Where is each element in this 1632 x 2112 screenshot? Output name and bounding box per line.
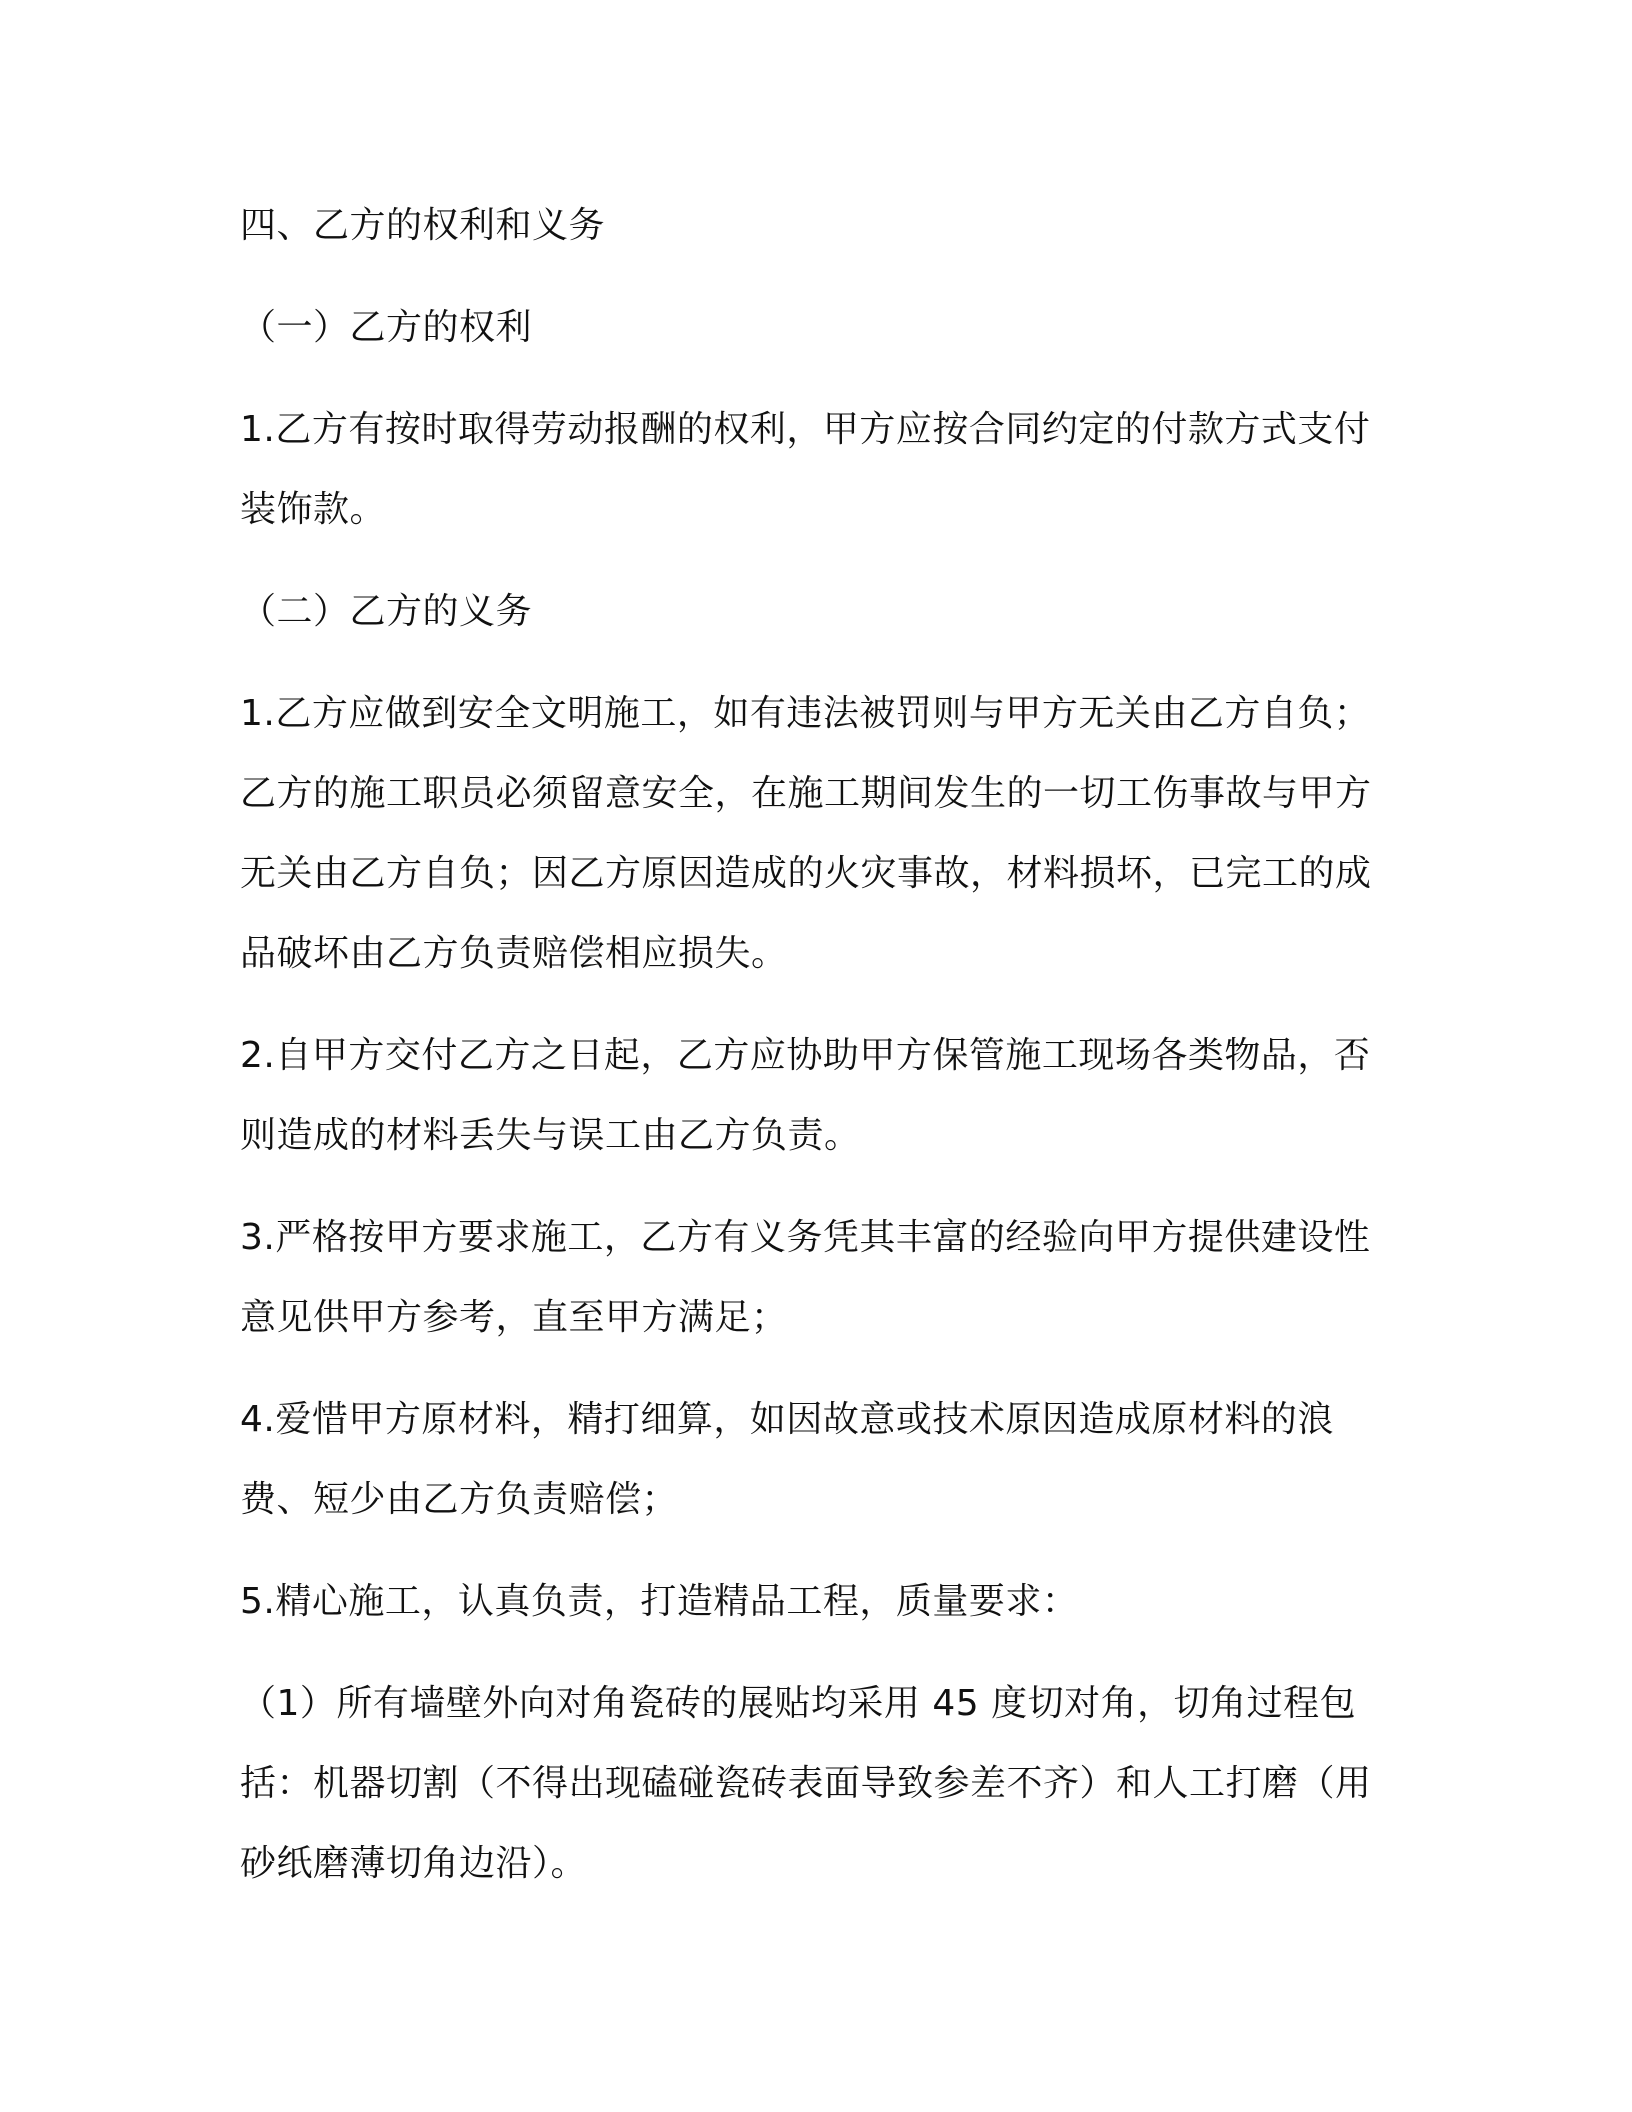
section-heading: 四、乙方的权利和义务 [240, 205, 606, 246]
subheading-duties: （二）乙方的义务 [240, 591, 533, 632]
rights-paragraph-1: 1.乙方有按时取得劳动报酬的权利，甲方应按合同约定的付款方式支付装饰款。 [240, 409, 1371, 530]
document-body [240, 186, 1400, 1904]
duty-paragraph-3: 3.严格按甲方要求施工，乙方有义务凭其丰富的经验向甲方提供建设性意见供甲方参考，直至甲方满足； [240, 1217, 1371, 1338]
duty-5-item-1: （1）所有墙壁外向对角瓷砖的展贴均采用 45 度切对角，切角过程包括：机器切割（不得出现磕碰瓷砖表面导致参差不齐）和人工打磨（用砂纸磨薄切角边沿）。 [240, 1683, 1372, 1884]
subheading-rights: （一）乙方的权利 [240, 307, 533, 348]
duty-paragraph-2: 2.自甲方交付乙方之日起，乙方应协助甲方保管施工现场各类物品，否则造成的材料丢失与误工由乙方负责。 [240, 1035, 1371, 1156]
duty-paragraph-5: 5.精心施工，认真负责，打造精品工程，质量要求： [240, 1581, 1079, 1622]
duty-paragraph-4: 4.爱惜甲方原材料，精打细算，如因故意或技术原因造成原材料的浪费、短少由乙方负责赔偿； [240, 1399, 1334, 1520]
duty-paragraph-1: 1.乙方应做到安全文明施工，如有违法被罚则与甲方无关由乙方自负；乙方的施工职员必须留意安全，在施工期间发生的一切工伤事故与甲方无关由乙方自负；因乙方原因造成的火灾事故，材料损坏，已完工的成品破坏由乙方负责赔偿相应损失。 [240, 693, 1372, 974]
